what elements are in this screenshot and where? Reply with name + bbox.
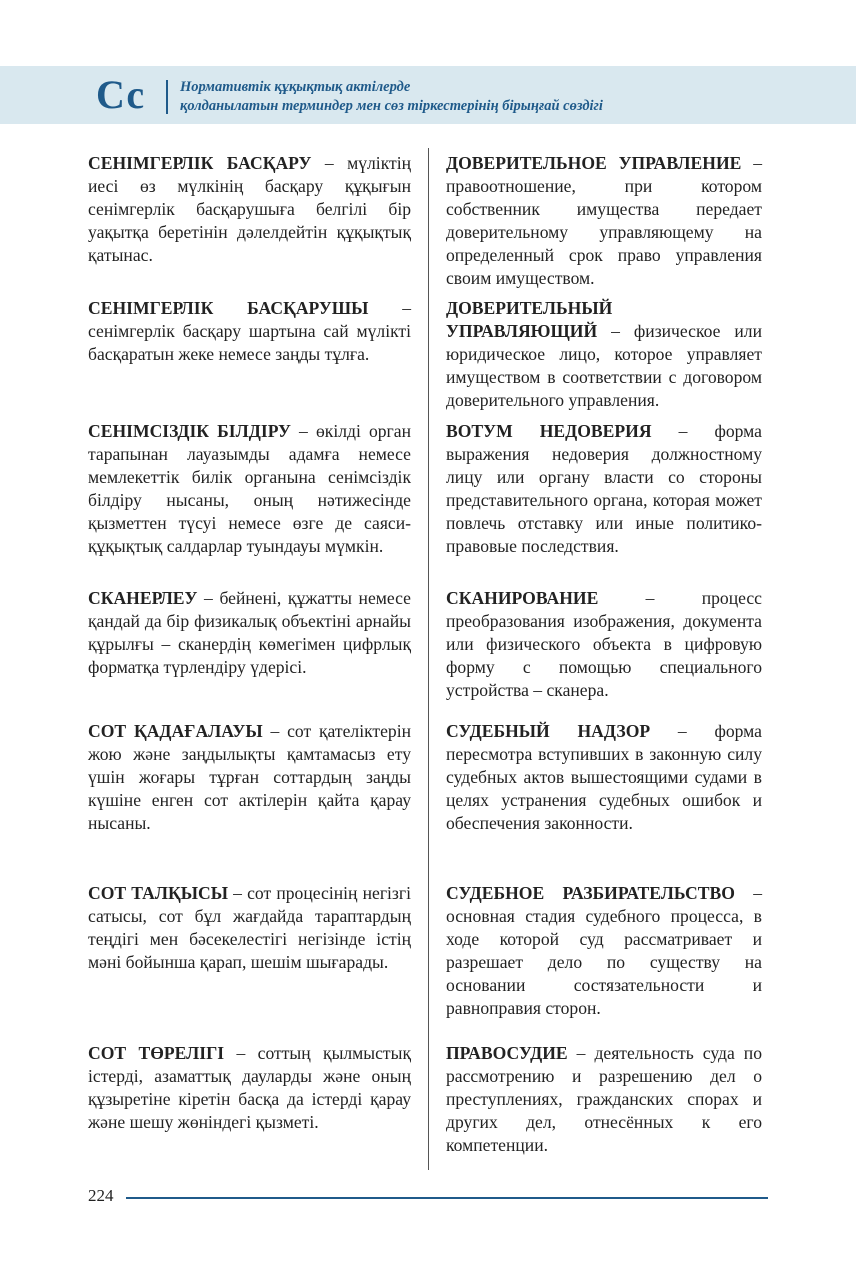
entry-definition: – деятельность суда по рассмотрению и разрешению дел о преступлениях, гражданских спорах и других дел, отнесённых к его компетенции. (446, 1043, 762, 1155)
entry-definition: – мүліктің иесі өз мүлкінің басқару құқығын сенімгерлік басқарушыға белгілі бір уақытқа беретінін дәлелдейтін құқықтық қатынас. (88, 153, 411, 265)
running-header-line-2: қолданылатын терминдер мен сөз тіркестерінің бірыңғай сөздігі (180, 98, 603, 114)
entry-term: СОТ ТАЛҚЫСЫ (88, 883, 228, 903)
entry-ru (446, 297, 762, 412)
entry-kk (88, 882, 411, 974)
entry-term: ВОТУМ НЕДОВЕРИЯ (446, 421, 652, 441)
entry-kk (88, 297, 411, 366)
entry-kk (88, 720, 411, 835)
entry-definition: – форма пересмотра вступивших в законную силу судебных актов вышестоящими судами в целях устранения судебных ошибок и обеспечения законности. (446, 721, 762, 833)
running-header-title (180, 78, 603, 116)
entry-term: СУДЕБНОЕ РАЗБИРАТЕЛЬСТВО (446, 883, 735, 903)
entry-ru (446, 1042, 762, 1157)
entry-term: СКАНЕРЛЕУ (88, 588, 198, 608)
entry-term: ДОВЕРИТЕЛЬНЫЙ УПРАВЛЯЮЩИЙ (446, 298, 613, 341)
section-letter: Сс (96, 72, 146, 117)
entry-definition: – форма выражения недоверия должностному лицу или органу власти со стороны представительного органа, которая может повлечь отставку или иные политико-правовые последствия. (446, 421, 762, 556)
entry-ru (446, 420, 762, 558)
entry-kk (88, 152, 411, 267)
entry-ru (446, 152, 762, 290)
entry-definition: – сот қателіктерін жою және заңдылықты қамтамасыз ету үшін жоғары тұрған соттардың заңды күшіне енген сот актілерін қайта қарау нысаны. (88, 721, 411, 833)
entry-term: СОТ ҚАДАҒАЛАУЫ (88, 721, 263, 741)
entry-term: СЕНІМГЕРЛІК БАСҚАРУ (88, 153, 312, 173)
entry-definition: – бейнені, құжатты немесе қандай да бір физикалық объектіні арнайы құрылғы – сканердің көмегімен цифрлық форматқа түрлендіру үдерісі. (88, 588, 411, 677)
entry-kk (88, 420, 411, 558)
entry-definition: – процесс преобразования изображения, документа или физического объекта в цифровую форму с помощью специального устройства – сканера. (446, 588, 762, 700)
entry-definition: – основная стадия судебного процесса, в ходе которой суд рассматривает и разрешает дело по существу на основании состязательности и равноправия сторон. (446, 883, 762, 1018)
entry-ru (446, 720, 762, 835)
entry-term: СЕНІМСІЗДІК БІЛДІРУ (88, 421, 291, 441)
entry-ru (446, 587, 762, 702)
entry-definition: – правоотношение, при котором собственник имущества передает доверительному управляющему на определенный срок право управления своим имуществом. (446, 153, 762, 288)
entry-definition: – сенімгерлік басқару шартына сай мүлікті басқаратын жеке немесе заңды тұлға. (88, 298, 411, 364)
footer-rule (126, 1197, 768, 1199)
entry-definition: – соттың қылмыстық істерді, азаматтық дауларды және оның құзыретіне кіретін басқа да істерді қарау және шешу жөніндегі қызметі. (88, 1043, 411, 1132)
entry-definition: – өкілді орган тарапынан лауазымды адамға немесе мемлекеттік билік органына сенімсіздік білдіру нысаны, оның нәтижесінде қызметтен түсуі немесе өзге де саяси-құқықтық салдарлар туындауы мүмкін. (88, 421, 411, 556)
entry-kk (88, 587, 411, 679)
entry-term: СКАНИРОВАНИЕ (446, 588, 599, 608)
entry-term: СУДЕБНЫЙ НАДЗОР (446, 721, 651, 741)
page-number: 224 (88, 1186, 114, 1205)
column-divider (428, 148, 429, 1170)
entry-ru (446, 882, 762, 1020)
entry-term: ДОВЕРИТЕЛЬНОЕ УПРАВЛЕНИЕ (446, 153, 742, 173)
entry-term: СЕНІМГЕРЛІК БАСҚАРУШЫ (88, 298, 369, 318)
entry-term: ПРАВОСУДИЕ (446, 1043, 568, 1063)
header-divider (166, 80, 168, 114)
entry-definition: – сот процесінің негізгі сатысы, сот бұл жағдайда тараптардың теңдігі мен бәсекелестігі негізінде істің мәні бойынша қарап, шешім шығарады. (88, 883, 411, 972)
running-header-line-1: Нормативтік құқықтық актілерде (180, 79, 411, 95)
entry-definition: – физическое или юридическое лицо, которое управляет имуществом в соответствии с договором доверительного управления. (446, 321, 762, 410)
entry-kk (88, 1042, 411, 1134)
entry-term: СОТ ТӨРЕЛІГІ (88, 1043, 225, 1063)
